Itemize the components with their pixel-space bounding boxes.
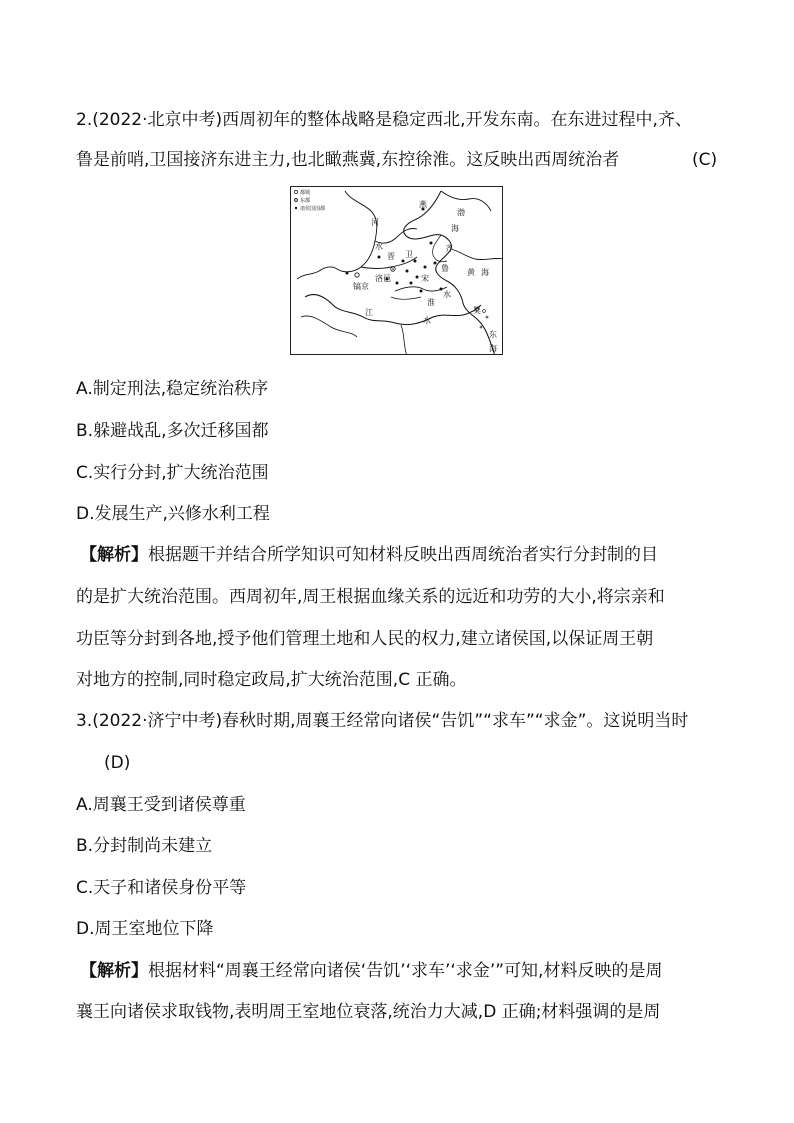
label-shui2: 水	[443, 290, 451, 299]
label-jiang: 江	[365, 308, 373, 317]
label-bo: 渤	[457, 208, 465, 217]
q3-analysis-text1: 根据材料“周襄王经常向诸侯‘告饥’‘求车’‘求金’”可知,材料反映的是周	[148, 961, 663, 981]
label-haojing: 镐京	[353, 282, 369, 291]
q2-option-d: D.发展生产,兴修水利工程	[76, 504, 270, 524]
q3-analysis-line2: 襄王向诸侯求取钱物,表明周王室地位衰落,统治力大减,D 正确;材料强调的是周	[76, 1002, 661, 1022]
q3-analysis-tag: 【解析】	[80, 961, 148, 981]
label-wei: 卫	[405, 250, 413, 259]
q3-stem-line1: 3.(2022·济宁中考)春秋时期,周襄王经常向诸侯“告饥”“求车”“求金”。这说明当时	[76, 711, 689, 731]
label-huang: 黄	[467, 268, 475, 277]
label-hai1: 海	[451, 224, 459, 233]
q3-option-c: C.天子和诸侯身份平等	[76, 878, 247, 898]
q3-analysis-line1	[80, 959, 662, 983]
label-he: 河	[371, 218, 379, 227]
q2-analysis-line3: 功臣等分封到各地,授予他们管理土地和人民的权力,建立诸侯国,以保证周王朝	[76, 629, 654, 649]
label-jin: 晋	[387, 252, 395, 261]
q2-analysis-line4: 对地方的控制,同时稳定政局,扩大统治范围,C 正确。	[76, 670, 467, 690]
label-hai2: 海	[481, 268, 489, 277]
haojing-marker	[355, 273, 359, 277]
label-qi: 齐	[445, 244, 453, 253]
q2-analysis-text1: 根据题干并结合所学知识可知材料反映出西周统治者实行分封制的目	[148, 545, 658, 565]
label-shui3: 水	[423, 316, 431, 325]
q3-answer: (D)	[104, 753, 131, 773]
label-song: 宋	[421, 274, 429, 283]
q2-option-b: B.躲避战乱,多次迁移国都	[76, 421, 269, 441]
label-shui1: 水	[375, 242, 383, 251]
legend-east-capital: 东都	[300, 198, 311, 204]
q2-analysis-line2: 的是扩大统治范围。西周初年,周王根据血缘关系的远近和功劳的大小,将宗亲和	[76, 587, 665, 607]
q3-option-a: A.周襄王受到诸侯尊重	[76, 795, 246, 815]
q2-stem-line2: 鲁是前哨,卫国接济东进主力,也北瞰燕冀,东控徐淮。这反映出西周统治者	[76, 150, 620, 170]
label-huai: 淮	[427, 298, 435, 307]
legend-capital: 都城	[300, 190, 311, 196]
label-yan: 燕	[419, 200, 427, 209]
q2-stem-line1: 2.(2022·北京中考)西周初年的整体战略是稳定西北,开发东南。在东进过程中,齐、	[76, 110, 692, 130]
western-zhou-map	[290, 186, 503, 355]
label-lu: 鲁	[441, 264, 449, 273]
q2-analysis-tag: 【解析】	[80, 545, 148, 565]
q2-option-a: A.制定刑法,稳定统治秩序	[76, 379, 269, 399]
q2-analysis-line1	[80, 543, 658, 567]
q3-option-b: B.分封制尚未建立	[76, 836, 213, 856]
q2-answer: (C)	[692, 150, 718, 170]
label-dong: 东	[489, 330, 497, 339]
map-legend	[294, 189, 325, 212]
label-wu: 吴	[473, 306, 481, 315]
q2-option-c: C.实行分封,扩大统治范围	[76, 463, 269, 483]
label-hai3: 海	[489, 344, 497, 353]
legend-vassal-capital: 诸侯国国都	[300, 206, 326, 212]
label-luoyi: 洛邑	[375, 274, 391, 283]
q3-option-d: D.周王室地位下降	[76, 919, 214, 939]
